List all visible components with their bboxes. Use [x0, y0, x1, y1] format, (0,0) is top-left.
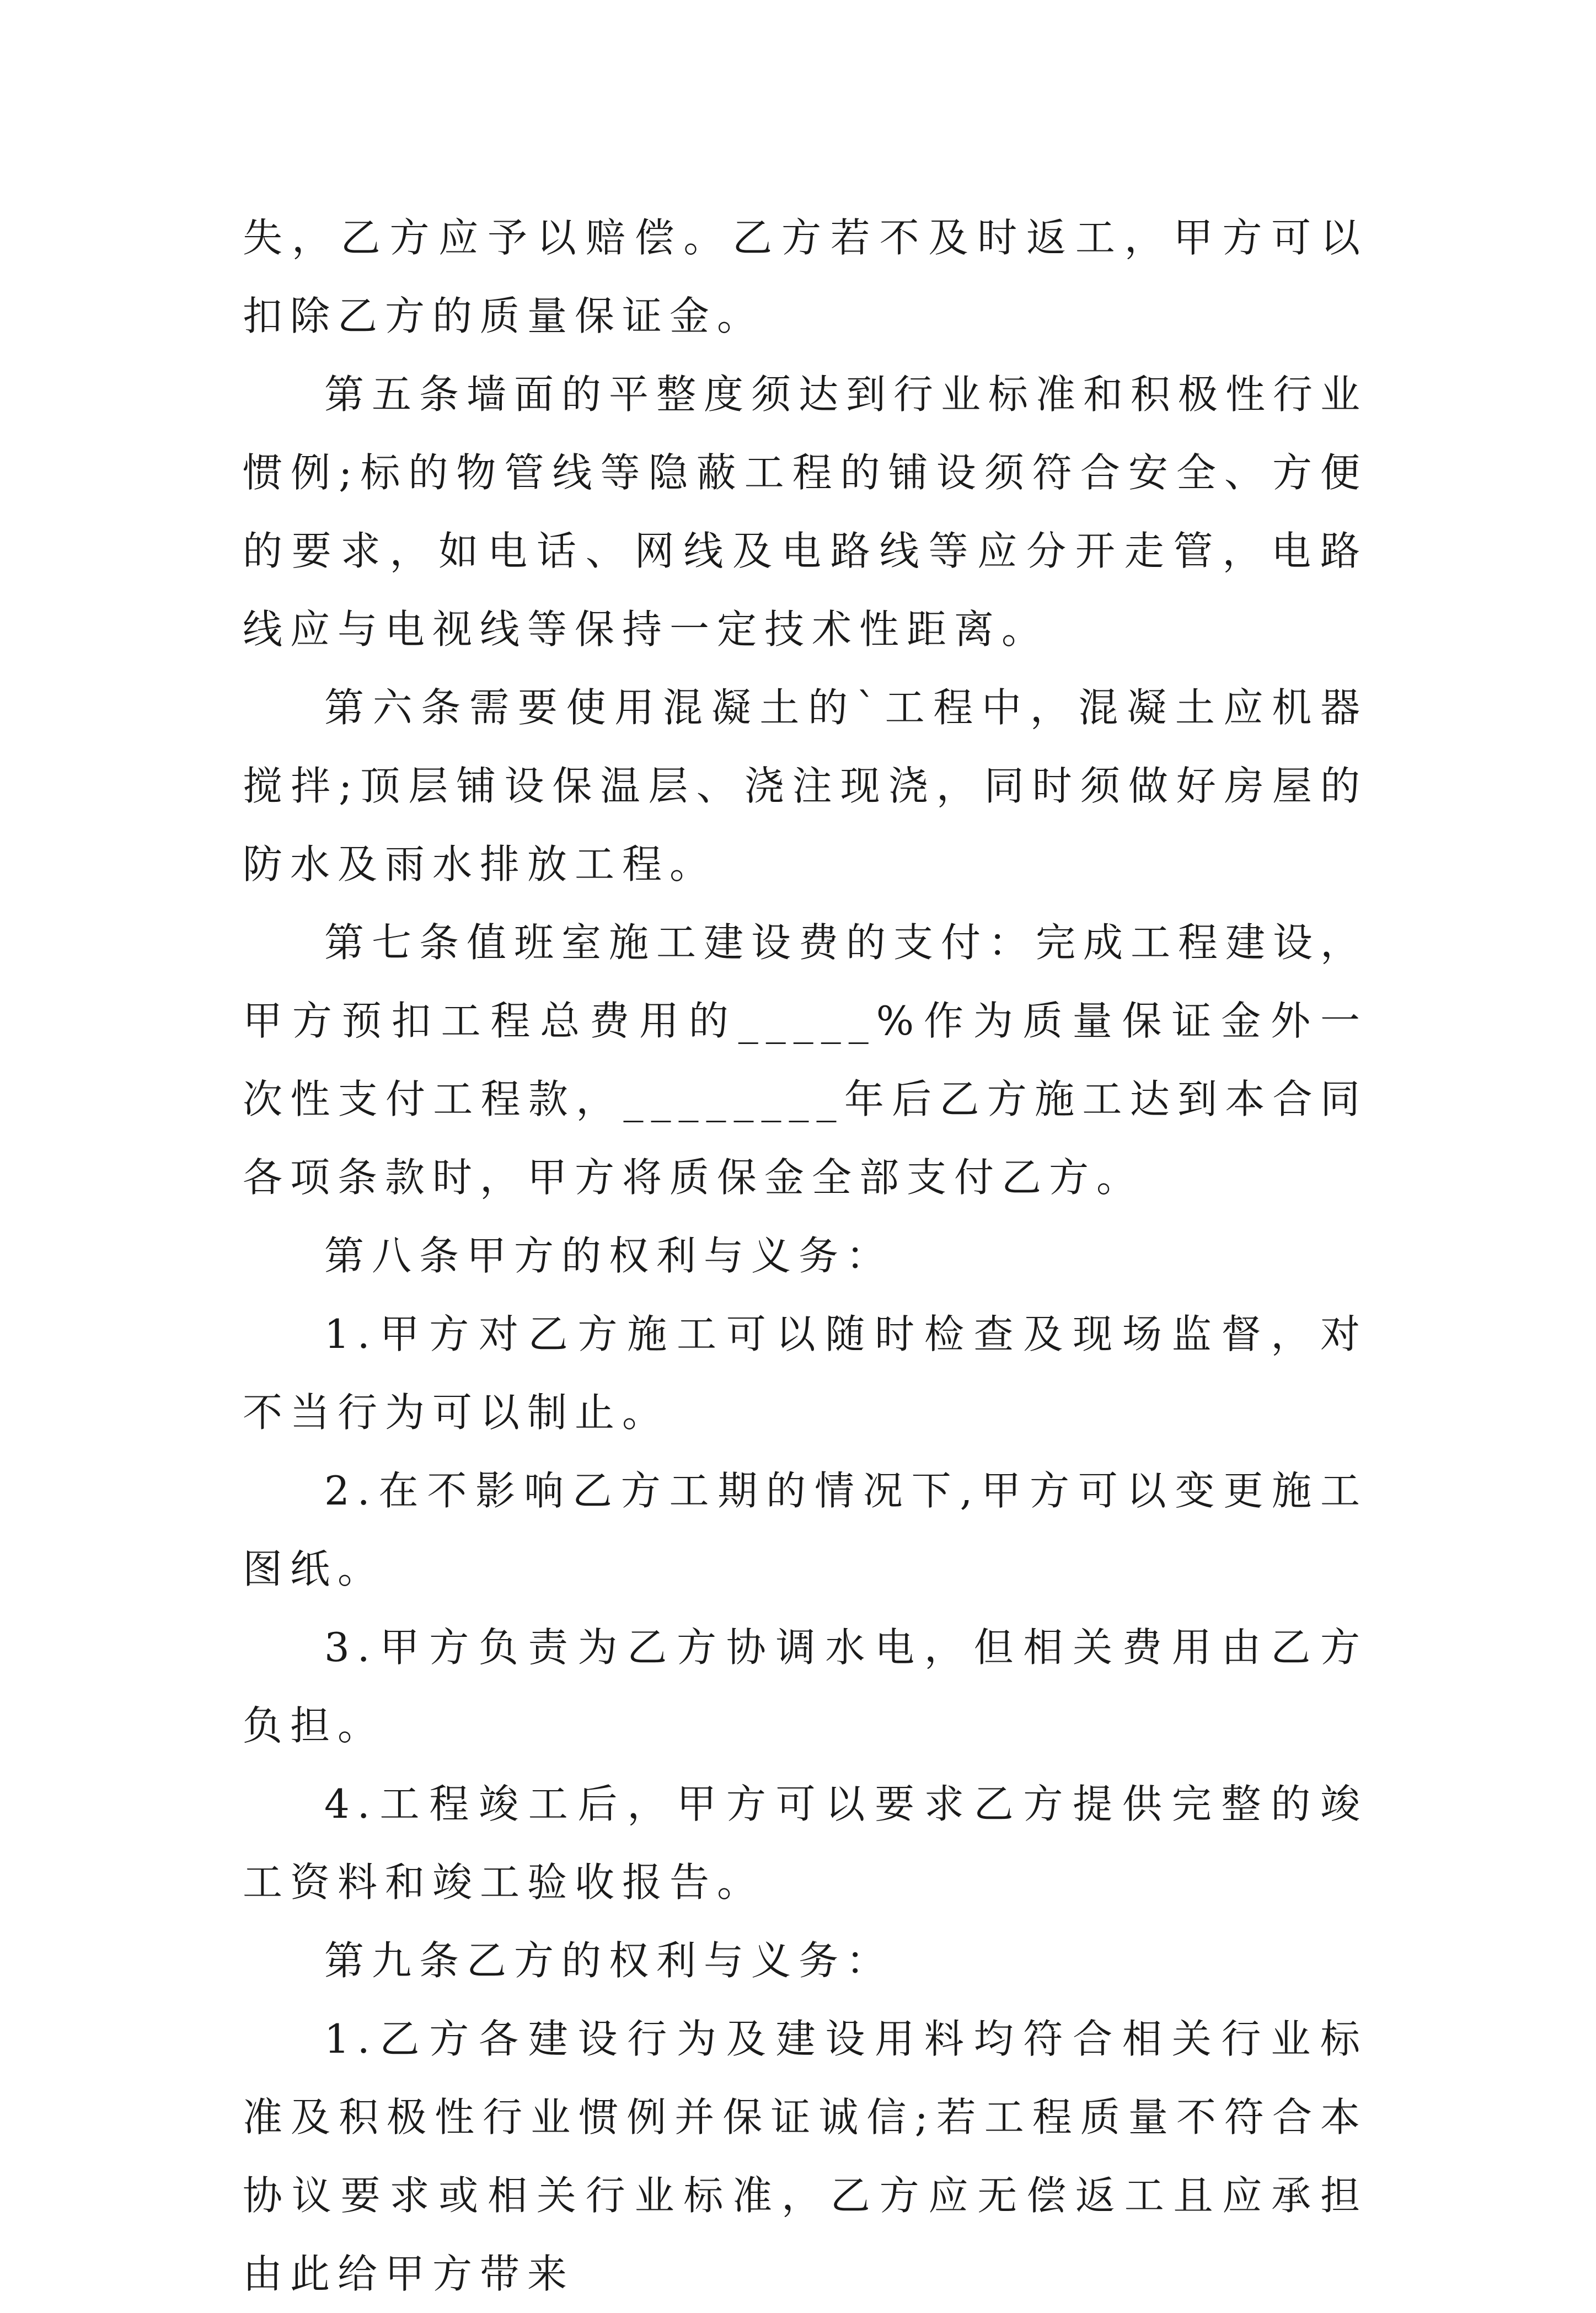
paragraph-article-8-item-1: 1.甲方对乙方施工可以随时检查及现场监督，对不当行为可以制止。	[243, 1311, 1368, 1436]
paragraph-article-9-heading: 第九条乙方的权利与义务：	[324, 1937, 894, 1984]
paragraph-article-5: 第五条墙面的平整度须达到行业标准和积极性行业惯例;标的物管线等隐蔽工程的铺设须符合安全、方便的要求，如电话、网线及电路线等应分开走管，电路线应与电视线等保持一定技术性距离。	[243, 371, 1368, 652]
paragraph-article-8-heading: 第八条甲方的权利与义务：	[324, 1233, 894, 1279]
paragraph-continuation: 失，乙方应予以赔偿。乙方若不及时返工，甲方可以扣除乙方的质量保证金。	[243, 215, 1368, 339]
paragraph-article-8-item-3: 3.甲方负责为乙方协调水电，但相关费用由乙方负担。	[243, 1624, 1368, 1749]
paragraph-article-7: 第七条值班室施工建设费的支付：完成工程建设，甲方预扣工程总费用的_____%作为质量保证金外一次性支付工程款，________年后乙方施工达到本合同各项条款时，甲方将质保金全部支付乙方。	[243, 919, 1368, 1201]
paragraph-article-8-item-2: 2.在不影响乙方工期的情况下,甲方可以变更施工图纸。	[243, 1468, 1368, 1592]
paragraph-article-8-item-4: 4.工程竣工后，甲方可以要求乙方提供完整的竣工资料和竣工验收报告。	[243, 1781, 1368, 1905]
paragraph-article-6: 第六条需要使用混凝土的`工程中，混凝土应机器搅拌;顶层铺设保温层、浇注现浇，同时须做好房屋的防水及雨水排放工程。	[243, 684, 1368, 887]
paragraph-article-9-item-1: 1.乙方各建设行为及建设用料均符合相关行业标准及积极性行业惯例并保证诚信;若工程质量不符合本协议要求或相关行业标准，乙方应无偿返工且应承担由此给甲方带来	[243, 2016, 1368, 2297]
document-body	[243, 199, 1368, 2313]
